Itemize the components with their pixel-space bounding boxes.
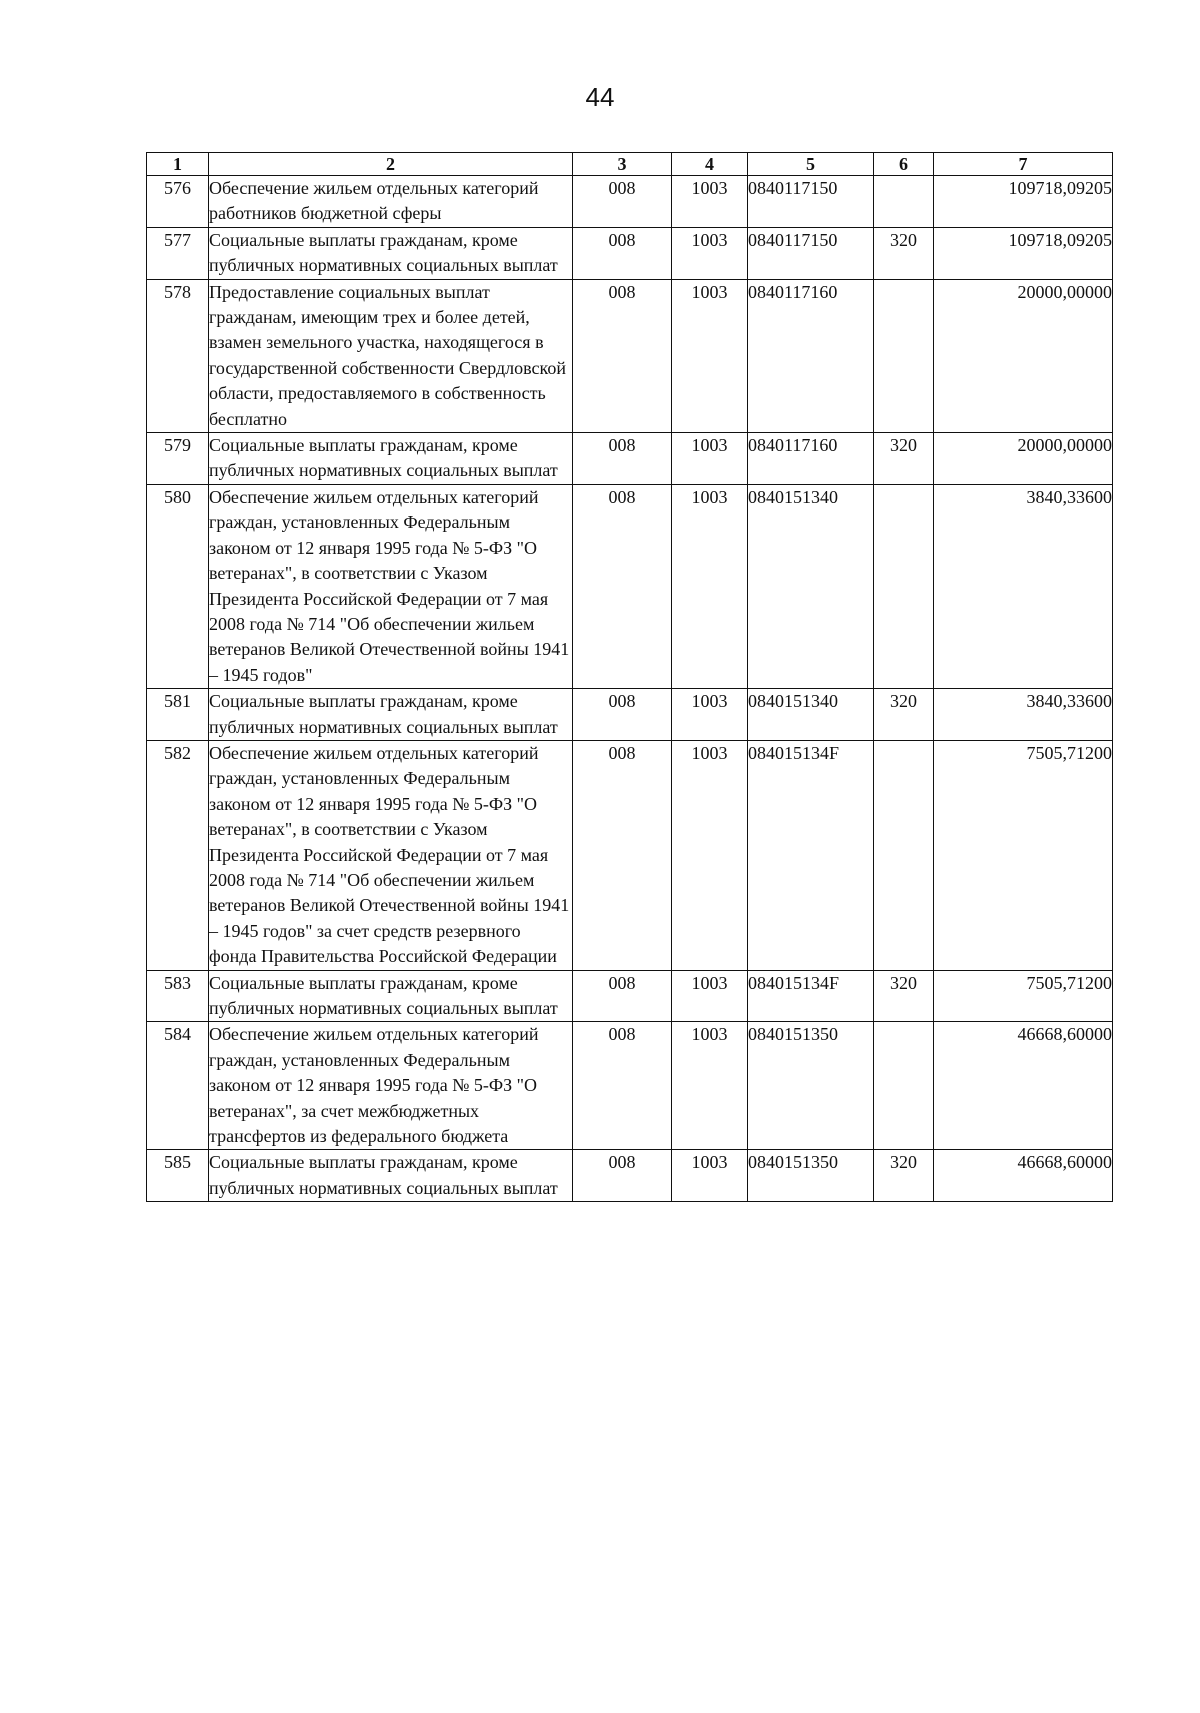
column-header: 7 <box>934 153 1113 176</box>
row-number: 577 <box>147 227 209 279</box>
code-col6 <box>874 176 934 228</box>
code-col4: 1003 <box>672 433 748 485</box>
page-number: 44 <box>585 82 615 112</box>
code-col6 <box>874 279 934 432</box>
column-header: 3 <box>573 153 672 176</box>
amount: 46668,60000 <box>934 1022 1113 1150</box>
code-col5: 084015134F <box>748 740 874 970</box>
amount: 7505,71200 <box>934 970 1113 1022</box>
code-col3: 008 <box>573 227 672 279</box>
row-number: 580 <box>147 484 209 688</box>
code-col4: 1003 <box>672 227 748 279</box>
row-name: Обеспечение жильем отдельных категорий работников бюджетной сферы <box>209 176 573 228</box>
column-header: 6 <box>874 153 934 176</box>
column-header: 2 <box>209 153 573 176</box>
row-number: 583 <box>147 970 209 1022</box>
row-name: Обеспечение жильем отдельных категорий граждан, установленных Федеральным законом от 12 января 1995 года № 5-ФЗ "О ветеранах", в соответствии с Указом Президента Российской Федерации от 7 мая 2008 года № 714 "Об обеспечении жильем ветеранов Великой Отечественной войны 1941 – 1945 годов" за счет средств резервного фонда Правительства Российской Федерации <box>209 740 573 970</box>
code-col3: 008 <box>573 740 672 970</box>
amount: 46668,60000 <box>934 1150 1113 1202</box>
code-col6: 320 <box>874 1150 934 1202</box>
table-row <box>147 740 1113 970</box>
table-row <box>147 1150 1113 1202</box>
row-number: 584 <box>147 1022 209 1150</box>
code-col4: 1003 <box>672 484 748 688</box>
table-row <box>147 970 1113 1022</box>
code-col5: 0840151350 <box>748 1150 874 1202</box>
code-col4: 1003 <box>672 970 748 1022</box>
code-col6: 320 <box>874 433 934 485</box>
code-col6: 320 <box>874 227 934 279</box>
row-number: 581 <box>147 689 209 741</box>
row-name: Социальные выплаты гражданам, кроме публичных нормативных социальных выплат <box>209 970 573 1022</box>
amount: 7505,71200 <box>934 740 1113 970</box>
table-row <box>147 689 1113 741</box>
table-row <box>147 227 1113 279</box>
header-row <box>147 153 1113 176</box>
code-col4: 1003 <box>672 1022 748 1150</box>
code-col3: 008 <box>573 433 672 485</box>
column-header: 4 <box>672 153 748 176</box>
table-row <box>147 176 1113 228</box>
column-header: 5 <box>748 153 874 176</box>
row-number: 582 <box>147 740 209 970</box>
code-col4: 1003 <box>672 689 748 741</box>
row-name: Предоставление социальных выплат гражданам, имеющим трех и более детей, взамен земельного участка, находящегося в государственной собственности Свердловской области, предоставляемого в собственность бесплатно <box>209 279 573 432</box>
table-row <box>147 484 1113 688</box>
code-col3: 008 <box>573 1150 672 1202</box>
code-col4: 1003 <box>672 740 748 970</box>
code-col3: 008 <box>573 970 672 1022</box>
table-row <box>147 279 1113 432</box>
code-col5: 0840117150 <box>748 176 874 228</box>
amount: 3840,33600 <box>934 484 1113 688</box>
code-col3: 008 <box>573 1022 672 1150</box>
code-col5: 084015134F <box>748 970 874 1022</box>
table-row <box>147 1022 1113 1150</box>
row-number: 585 <box>147 1150 209 1202</box>
code-col5: 0840117160 <box>748 279 874 432</box>
code-col6: 320 <box>874 970 934 1022</box>
code-col5: 0840151340 <box>748 689 874 741</box>
amount: 109718,09205 <box>934 176 1113 228</box>
row-number: 579 <box>147 433 209 485</box>
code-col6 <box>874 484 934 688</box>
code-col5: 0840151350 <box>748 1022 874 1150</box>
row-name: Обеспечение жильем отдельных категорий граждан, установленных Федеральным законом от 12 января 1995 года № 5-ФЗ "О ветеранах", в соответствии с Указом Президента Российской Федерации от 7 мая 2008 года № 714 "Об обеспечении жильем ветеранов Великой Отечественной войны 1941 – 1945 годов" <box>209 484 573 688</box>
amount: 20000,00000 <box>934 433 1113 485</box>
code-col4: 1003 <box>672 279 748 432</box>
row-name: Социальные выплаты гражданам, кроме публичных нормативных социальных выплат <box>209 433 573 485</box>
code-col5: 0840117150 <box>748 227 874 279</box>
amount: 3840,33600 <box>934 689 1113 741</box>
code-col4: 1003 <box>672 176 748 228</box>
code-col5: 0840117160 <box>748 433 874 485</box>
row-number: 576 <box>147 176 209 228</box>
code-col6: 320 <box>874 689 934 741</box>
row-name: Обеспечение жильем отдельных категорий граждан, установленных Федеральным законом от 12 января 1995 года № 5-ФЗ "О ветеранах", за счет межбюджетных трансфертов из федерального бюджета <box>209 1022 573 1150</box>
code-col3: 008 <box>573 689 672 741</box>
code-col3: 008 <box>573 484 672 688</box>
code-col4: 1003 <box>672 1150 748 1202</box>
amount: 20000,00000 <box>934 279 1113 432</box>
code-col6 <box>874 740 934 970</box>
row-name: Социальные выплаты гражданам, кроме публичных нормативных социальных выплат <box>209 1150 573 1202</box>
column-header: 1 <box>147 153 209 176</box>
budget-table <box>146 152 1113 1202</box>
code-col3: 008 <box>573 176 672 228</box>
table-row <box>147 433 1113 485</box>
row-number: 578 <box>147 279 209 432</box>
code-col5: 0840151340 <box>748 484 874 688</box>
amount: 109718,09205 <box>934 227 1113 279</box>
row-name: Социальные выплаты гражданам, кроме публичных нормативных социальных выплат <box>209 689 573 741</box>
code-col3: 008 <box>573 279 672 432</box>
row-name: Социальные выплаты гражданам, кроме публичных нормативных социальных выплат <box>209 227 573 279</box>
code-col6 <box>874 1022 934 1150</box>
